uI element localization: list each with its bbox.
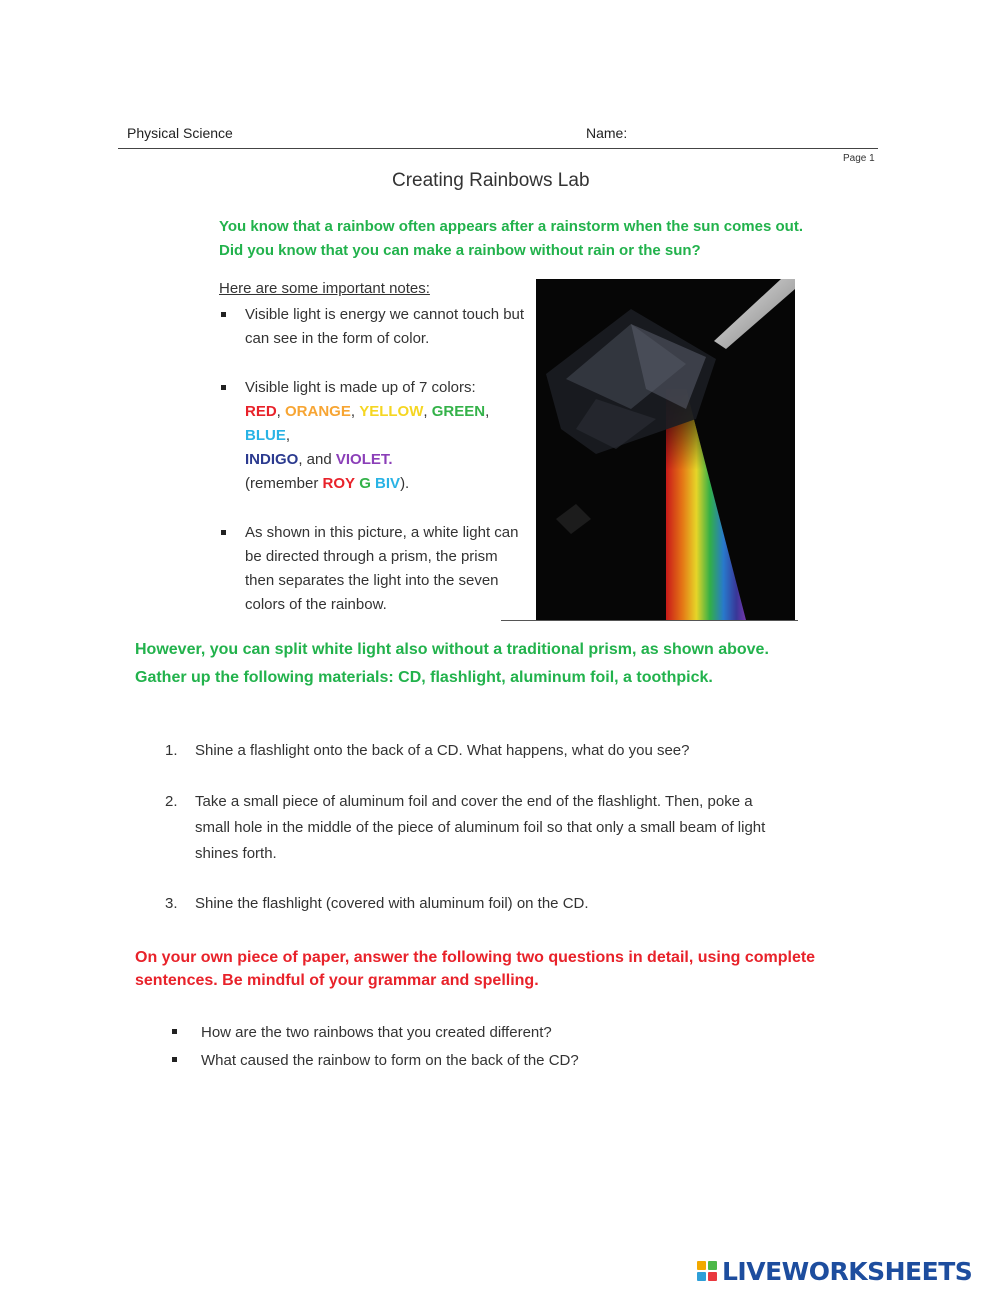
steps-list <box>165 738 785 917</box>
note-text: Visible light is energy we cannot touch but can see in the form of color. <box>245 306 525 347</box>
photo-divider <box>501 620 798 621</box>
page-number: Page 1 <box>843 153 875 164</box>
step-text: Take a small piece of aluminum foil and cover the end of the flashlight. Then, poke a small hole in the middle of the piece of aluminum foil so that only a small beam of light shines forth. <box>195 793 766 862</box>
note-item <box>219 521 529 617</box>
question-text: What caused the rainbow to form on the back of the CD? <box>201 1052 579 1069</box>
bullet-icon <box>221 385 226 390</box>
remember-prefix: (remember <box>245 475 323 492</box>
questions-list <box>172 1019 692 1075</box>
logo-text: LIVEWORKSHEETS <box>722 1256 973 1286</box>
bullet-icon <box>221 312 226 317</box>
biv-text: BIV <box>375 475 401 492</box>
remember-suffix: ). <box>400 475 410 492</box>
roy-text: ROY <box>322 475 356 492</box>
color-red: RED <box>245 403 277 420</box>
color-violet: VIOLET. <box>335 451 393 468</box>
prism-photo <box>536 279 795 620</box>
question-item <box>172 1047 692 1075</box>
note-text: As shown in this picture, a white light can be directed through a prism, the prism then separates the light into the seven colors of the rainbow. <box>245 524 519 613</box>
note-item: Visible light is made up of 7 colors: RED, ORANGE, YELLOW, GREEN, BLUE, INDIGO, and VIOLET. (remember ROY G BIV). <box>219 376 529 496</box>
color-yellow: YELLOW <box>359 403 424 420</box>
materials-paragraph: However, you can split white light also without a traditional prism, as shown above. Gather up the following materials: CD, flashlight, aluminum foil, a toothpick. <box>135 641 769 686</box>
answer-instructions: On your own piece of paper, answer the following two questions in detail, using complete sentences. Be mindful of your grammar and spelling. <box>135 949 816 989</box>
step-text: Shine the flashlight (covered with aluminum foil) on the CD. <box>195 895 589 912</box>
step-item <box>165 789 785 867</box>
notes-heading: Here are some important notes: <box>219 280 430 297</box>
g-text: G <box>359 475 371 492</box>
bullet-icon <box>221 530 226 535</box>
step-number: 2. <box>165 793 178 810</box>
note-text: Visible light is made up of 7 colors: <box>245 379 476 396</box>
step-text: Shine a flashlight onto the back of a CD. What happens, what do you see? <box>195 742 690 759</box>
and-word: , and <box>298 451 336 468</box>
note-item <box>219 303 529 351</box>
logo-grid-icon <box>697 1261 717 1281</box>
prism-illustration <box>536 279 795 620</box>
color-indigo: INDIGO <box>245 451 299 468</box>
question-text: How are the two rainbows that you created different? <box>201 1024 552 1041</box>
step-number: 3. <box>165 895 178 912</box>
color-green: GREEN <box>431 403 486 420</box>
color-blue: BLUE <box>245 427 286 444</box>
intro-paragraph: You know that a rainbow often appears after a rainstorm when the sun comes out. Did you know that you can make a rainbow without rain or the sun? <box>219 218 803 259</box>
question-item <box>172 1019 692 1047</box>
step-item <box>165 891 785 917</box>
page-title: Creating Rainbows Lab <box>392 170 590 191</box>
bullet-icon <box>172 1057 177 1062</box>
name-label: Name: <box>586 125 628 141</box>
bullet-icon <box>172 1029 177 1034</box>
step-number: 1. <box>165 742 178 759</box>
subject-label: Physical Science <box>127 125 233 141</box>
header-divider <box>118 148 878 149</box>
notes-list <box>219 303 529 617</box>
liveworksheets-logo <box>697 1257 972 1285</box>
color-orange: ORANGE <box>285 403 351 420</box>
step-item <box>165 738 785 764</box>
